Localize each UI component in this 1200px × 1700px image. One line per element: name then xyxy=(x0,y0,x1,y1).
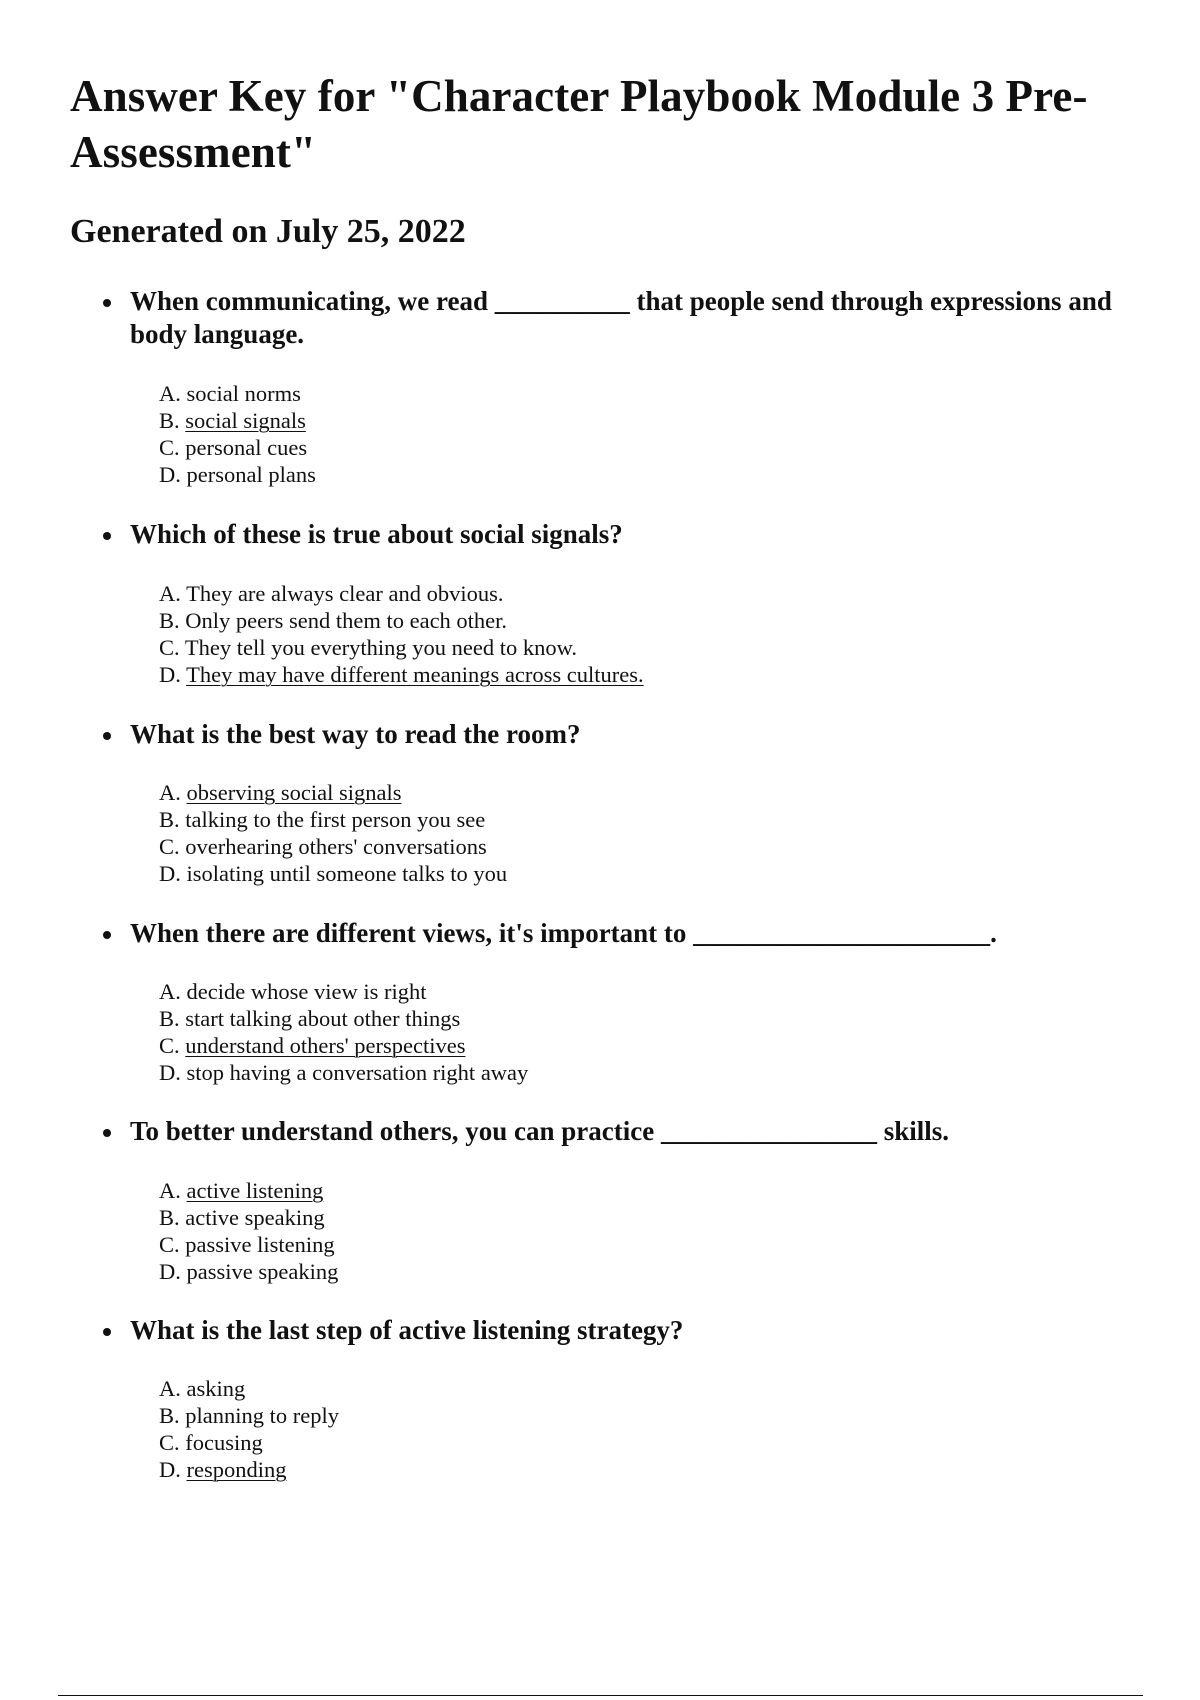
option-letter: D. xyxy=(159,861,181,886)
option-text: passive listening xyxy=(185,1232,335,1257)
option-item xyxy=(159,407,306,434)
option-letter: B. xyxy=(159,807,180,832)
option-item xyxy=(159,1258,338,1285)
option-item xyxy=(159,1429,263,1456)
question-text: To better understand others, you can practice ________________ skills. xyxy=(130,1116,950,1146)
option-item xyxy=(159,1456,287,1483)
option-item xyxy=(159,461,316,488)
option-text: start talking about other things xyxy=(185,1006,461,1031)
option-item xyxy=(159,806,485,833)
option-item xyxy=(159,634,577,661)
option-item xyxy=(159,1005,460,1032)
option-letter: B. xyxy=(159,408,180,433)
option-letter: D. xyxy=(159,662,181,687)
option-text: They tell you everything you need to know. xyxy=(184,635,578,660)
option-letter: A. xyxy=(159,780,181,805)
correct-answer: They may have different meanings across cultures. xyxy=(186,662,644,687)
bullet-icon xyxy=(103,1328,111,1336)
option-item xyxy=(159,380,301,407)
question-text: When there are different views, it's important to ______________________. xyxy=(130,918,997,948)
option-item xyxy=(159,978,426,1005)
option-letter: B. xyxy=(159,1403,180,1428)
option-text: planning to reply xyxy=(185,1403,339,1428)
option-text: focusing xyxy=(185,1430,263,1455)
option-text: asking xyxy=(186,1376,246,1401)
generated-date: Generated on July 25, 2022 xyxy=(70,213,466,250)
footer-divider xyxy=(58,1695,1143,1696)
option-text: personal cues xyxy=(185,435,308,460)
option-item xyxy=(159,1375,245,1402)
option-text: social norms xyxy=(186,381,301,406)
option-letter: D. xyxy=(159,1457,181,1482)
option-text: overhearing others' conversations xyxy=(185,834,487,859)
option-letter: C. xyxy=(159,435,180,460)
option-letter: A. xyxy=(159,1178,181,1203)
option-item xyxy=(159,1032,465,1059)
option-text: They are always clear and obvious. xyxy=(186,581,504,606)
bullet-icon xyxy=(103,299,111,307)
option-letter: B. xyxy=(159,1006,180,1031)
option-letter: A. xyxy=(159,979,181,1004)
option-text: active speaking xyxy=(185,1205,325,1230)
option-item xyxy=(159,434,307,461)
option-item xyxy=(159,860,507,887)
option-item xyxy=(159,1059,528,1086)
option-item xyxy=(159,1231,335,1258)
option-item xyxy=(159,661,644,688)
option-item xyxy=(159,1402,339,1429)
option-text: stop having a conversation right away xyxy=(186,1060,529,1085)
option-letter: A. xyxy=(159,381,181,406)
option-letter: A. xyxy=(159,1376,181,1401)
option-text: passive speaking xyxy=(186,1259,339,1284)
option-letter: C. xyxy=(159,1430,180,1455)
option-text: isolating until someone talks to you xyxy=(186,861,508,886)
question-text: Which of these is true about social signals? xyxy=(130,519,623,549)
option-text: talking to the first person you see xyxy=(185,807,486,832)
bullet-icon xyxy=(103,732,111,740)
option-letter: A. xyxy=(159,581,181,606)
option-item xyxy=(159,1177,323,1204)
bullet-icon xyxy=(103,931,111,939)
correct-answer: social signals xyxy=(185,408,306,433)
option-text: personal plans xyxy=(186,462,316,487)
bullet-icon xyxy=(103,1129,111,1137)
option-item xyxy=(159,607,507,634)
option-letter: B. xyxy=(159,1205,180,1230)
option-letter: B. xyxy=(159,608,180,633)
option-item xyxy=(159,779,401,806)
option-letter: C. xyxy=(159,635,180,660)
option-letter: C. xyxy=(159,1232,180,1257)
option-item xyxy=(159,833,487,860)
bullet-icon xyxy=(103,532,111,540)
option-text: decide whose view is right xyxy=(186,979,427,1004)
correct-answer: active listening xyxy=(186,1178,324,1203)
question-text: What is the last step of active listening strategy? xyxy=(130,1315,684,1345)
question-text: What is the best way to read the room? xyxy=(130,719,581,749)
option-letter: C. xyxy=(159,1033,180,1058)
option-item xyxy=(159,580,503,607)
correct-answer: responding xyxy=(186,1457,287,1482)
option-letter: D. xyxy=(159,1259,181,1284)
document-title: Answer Key for "Character Playbook Module 3 Pre-Assessment" xyxy=(70,71,1088,177)
option-text: Only peers send them to each other. xyxy=(185,608,508,633)
question-text: When communicating, we read __________ that people send through expressions and body language. xyxy=(130,286,1112,349)
correct-answer: understand others' perspectives xyxy=(185,1033,466,1058)
correct-answer: observing social signals xyxy=(186,780,402,805)
option-letter: D. xyxy=(159,462,181,487)
option-letter: D. xyxy=(159,1060,181,1085)
option-letter: C. xyxy=(159,834,180,859)
option-item xyxy=(159,1204,325,1231)
